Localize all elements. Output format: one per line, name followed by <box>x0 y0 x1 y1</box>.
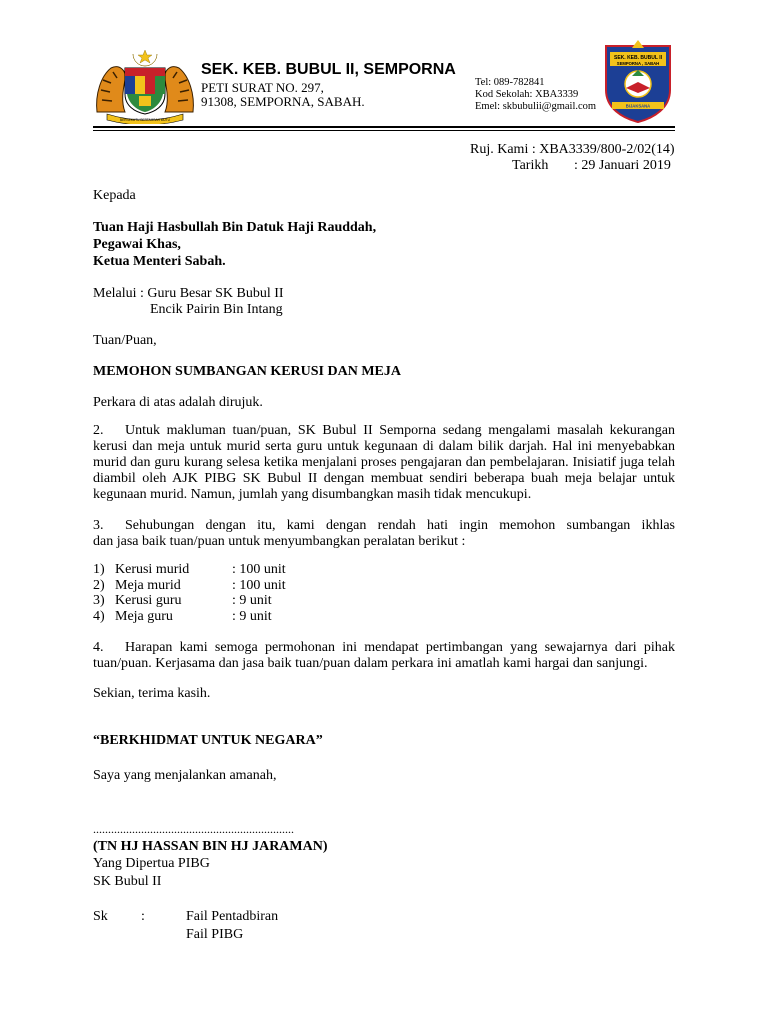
recipient-position: Pegawai Khas, <box>93 237 181 252</box>
item-name: Kerusi guru <box>115 593 182 608</box>
salutation: Tuan/Puan, <box>93 333 157 348</box>
school-badge-logo <box>602 40 674 124</box>
telephone: Tel: 089-782841 <box>475 77 545 88</box>
item-name: Meja murid <box>115 577 181 593</box>
paragraph-2-number: 2. <box>93 423 104 438</box>
item-number: 3) <box>93 593 105 608</box>
intro-paragraph: Perkara di atas adalah dirujuk. <box>93 395 263 410</box>
school-badge-motto: BIJAKSANA <box>625 103 651 109</box>
paragraph-4-first-line: Harapan kami semoga permohonan ini mendapat pertimbangan yang sewajarnya dari pihak <box>125 640 675 655</box>
school-name: SEK. KEB. BUBUL II, SEMPORNA <box>201 61 456 78</box>
address-line-2: 91308, SEMPORNA, SABAH. <box>201 94 365 109</box>
cc-line-1: Fail Pentadbiran <box>186 909 279 924</box>
list-item <box>93 593 286 609</box>
signoff: Saya yang menjalankan amanah, <box>93 768 277 783</box>
list-item <box>93 609 286 625</box>
item-quantity: : 100 unit <box>232 562 286 577</box>
recipient-office: Ketua Menteri Sabah. <box>93 254 226 269</box>
paragraph-2 <box>93 423 675 503</box>
melalui-line-2: Encik Pairin Bin Intang <box>150 302 283 317</box>
list-item <box>93 578 286 594</box>
melalui-line-1: Melalui : Guru Besar SK Bubul II <box>93 286 284 301</box>
item-list <box>93 562 286 624</box>
school-badge-location: SEMPORNA , SABAH <box>616 61 660 66</box>
signature-dots: ................................................................... <box>93 822 294 836</box>
signatory-title: Yang Dipertua PIBG <box>93 856 210 871</box>
date-value: : 29 Januari 2019 <box>574 158 671 173</box>
paragraph-4-rest: tuan/puan. Kerjasama dan jasa baik tuan/puan dalam perkara ini amatlah kami hargai dan sanjungi. <box>93 656 648 671</box>
reference-number: Ruj. Kami : XBA3339/800-2/02(14) <box>470 142 675 157</box>
paragraph-3-rest: dan jasa baik tuan/puan untuk menyumbangkan peralatan berikut : <box>93 534 466 549</box>
item-quantity: : 9 unit <box>232 608 272 624</box>
school-code: Kod Sekolah: XBA3339 <box>475 89 579 100</box>
header-rule-thin <box>93 130 675 131</box>
subject-heading: MEMOHON SUMBANGAN KERUSI DAN MEJA <box>93 364 401 379</box>
cc-colon: : <box>141 909 145 924</box>
cc-label: Sk <box>93 909 108 924</box>
paragraph-3 <box>93 518 675 550</box>
paragraph-4-number: 4. <box>93 640 104 655</box>
header-rule-thick <box>93 126 675 128</box>
item-name: Kerusi murid <box>115 562 190 577</box>
item-quantity: : 9 unit <box>232 593 272 608</box>
letterhead <box>0 0 768 135</box>
coat-of-arms-motto: BERSEKUTU BERTAMBAH MUTU <box>119 118 171 122</box>
recipient-name: Tuan Haji Hasbullah Bin Datuk Haji Rauddah, <box>93 220 377 235</box>
list-item <box>93 562 286 578</box>
item-name: Meja guru <box>115 608 173 624</box>
signatory-name: (TN HJ HASSAN BIN HJ JARAMAN) <box>93 839 328 854</box>
closing-line: Sekian, terima kasih. <box>93 686 211 701</box>
item-number: 1) <box>93 562 105 577</box>
item-number: 2) <box>93 577 105 593</box>
signatory-organization: SK Bubul II <box>93 874 162 889</box>
date-label: Tarikh <box>512 158 549 173</box>
item-quantity: : 100 unit <box>232 577 286 593</box>
address-line-1: PETI SURAT NO. 297, <box>201 80 324 95</box>
paragraph-2-rest: kerusi dan meja untuk murid serta guru untuk kegunaan di dalam bilik darjah. Hal ini menyebabkan murid dan guru kurang selesa ketika menjalani proses pengajaran dan pembelajaran. Inisiatif juga telah diambil oleh AJK PIBG SK Bubul II dengan membuat sendiri beberapa buah meja belajar untuk kegunaan murid. Namun, jumlah yang disumbangkan masih tidak mencukupi. <box>93 439 675 502</box>
paragraph-3-number: 3. <box>93 518 104 533</box>
kepada-label: Kepada <box>93 188 136 203</box>
cc-line-2: Fail PIBG <box>186 927 244 942</box>
email: Emel: skbubulii@gmail.com <box>475 101 597 112</box>
coat-of-arms-logo <box>93 50 197 124</box>
motto: “BERKHIDMAT UNTUK NEGARA” <box>93 733 323 748</box>
item-number: 4) <box>93 608 105 624</box>
paragraph-2-first-line: Untuk makluman tuan/puan, SK Bubul II Semporna sedang mengalami masalah kekurangan <box>125 423 675 438</box>
paragraph-4 <box>93 640 675 672</box>
paragraph-3-first-line: Sehubungan dengan itu, kami dengan rendah hati ingin memohon sumbangan ikhlas <box>125 518 675 533</box>
school-badge-name: SEK. KEB. BUBUL II <box>614 55 662 61</box>
